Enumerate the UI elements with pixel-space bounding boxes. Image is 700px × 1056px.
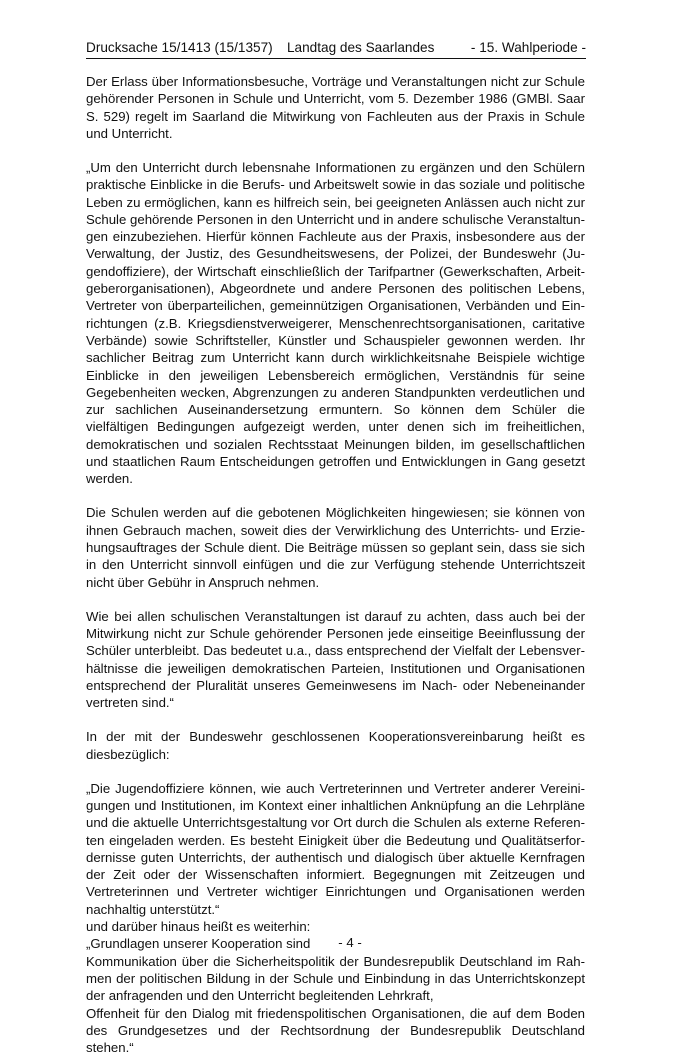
paragraph-erlass-quote: „Um den Unterricht durch lebensnahe Informationen zu ergänzen und den Schülern praktische Einblicke in die Berufs- und Arbeitswelt sowie in das soziale und politische Leben zu ermöglichen, kann es hilfreich sein, bei geeigneten Anlässen auch nicht zur Schule gehörende Personen in den Unterricht und in andere schulische Veranstaltungen einzubeziehen. Hierfür können Fachleute aus der Praxis, insbesondere aus der Verwaltung, der Justiz, des Gesundheitswesens, der Polizei, der Bundeswehr (Jugendoffiziere), der Wirtschaft einschließlich der Tarifpartner (Gewerkschaften, Arbeitgeberorganisationen), Abgeordnete und andere Personen des politischen Lebens, Vertreter von überparteilichen, gemeinnützigen Organisationen, Verbänden und Einrichtungen (z.B. Kriegsdienstverweigerer, Menschenrechtsorganisationen, caritative Verbände) sowie Schriftsteller, Künstler und Schauspieler gewonnen werden. Ihr sachlicher Beitrag zum Unterricht kann durch wirklichkeitsnahe Beispiele wichtige Einblicke in den jeweiligen Lebensbereich ermöglichen, Verständnis für seine Gegebenheiten wecken, Abgrenzungen zu anderen Standpunkten verdeutlichen und zur sachlichen Auseinandersetzung ermuntern. So können dem Schüler die vielfältigen Bedingungen aufgezeigt werden, unter denen sich im freiheitlichen, demokratischen und sozialen Rechtsstaat Meinungen bilden, im gesellschaftlichen und staatlichen Raum Entscheidungen getroffen und Entwicklungen in Gang gesetzt werden. xyxy=(86,159,585,487)
paragraph-offenheit: Offenheit für den Dialog mit friedenspolitischen Organisationen, die auf dem Boden des Grundgesetzes und der Rechtsordnung der Bundesrepublik Deutschland stehen.“ xyxy=(86,1005,585,1056)
paragraph-erlass-intro: Der Erlass über Informationsbesuche, Vorträge und Veranstaltungen nicht zur Schule gehörender Personen in Schule und Unterricht, vom 5. Dezember 1986 (GMBl. Saar S. 529) regelt im Saarland die Mitwirkung von Fachleuten aus der Praxis in Schule und Unterricht. xyxy=(86,74,585,141)
header-legislative-period: - 15. Wahlperiode - xyxy=(470,40,586,55)
paragraph-einseitige-beeinflussung: Wie bei allen schulischen Veranstaltungen ist darauf zu achten, dass auch bei der Mitwirkung nicht zur Schule gehörender Personen jede einseitige Beeinflussung der Schüler unterbleibt. Das bedeutet u.a., dass entsprechend der Vielfalt der Lebensverhältnisse die jeweiligen demokratischen Parteien, Institutionen und Organisationen entsprechend der Pluralität unseres Gemeinwesens im Nach- oder Nebeneinander vertreten sind.“ xyxy=(86,608,585,711)
paragraph-grundlagen-heading: „Grundlagen unserer Kooperation sind xyxy=(86,936,311,952)
paragraph-kommunikation: Kommunikation über die Sicherheitspolitik der Bundesrepublik Deutschland im Rahmen der politischen Bildung in der Schule und Einbindung in das Unterrichtskonzept der anfragenden und den Unterricht begleitenden Lehrkraft, xyxy=(86,953,585,1004)
document-body xyxy=(86,73,585,1056)
paragraph-jugendoffiziere-quote: „Die Jugendoffiziere können, wie auch Vertreterinnen und Vertreter anderer Vereinigungen und Institutionen, im Kontext einer inhaltlichen Anknüpfung an die Lehrpläne und die aktuelle Unterrichtsgestaltung vor Ort durch die Schulen als externe Referenten eingeladen werden. Es besteht Einigkeit über die Bedeutung und Qualitätserfordernisse guten Unterrichts, der authentisch und dialogisch über aktuelle Kernfragen der Zeit oder der Wissenschaften informiert. Begegnungen mit Zeitzeugen und Vertreterinnen und Vertreter wichtiger Einrichtungen und Organisationen werden nachhaltig unterstützt.“ xyxy=(86,780,585,917)
header-document-number: Drucksache 15/1413 (15/1357) xyxy=(86,40,273,55)
header-parliament-name: Landtag des Saarlandes xyxy=(287,40,435,55)
paragraph-weiterhin: und darüber hinaus heißt es weiterhin: xyxy=(86,919,311,935)
paragraph-schulen-hinweis: Die Schulen werden auf die gebotenen Möglichkeiten hingewiesen; sie können von ihnen Gebrauch machen, soweit dies der Verwirklichung des Unterrichts- und Erziehungsauftrages der Schule dient. Die Beiträge müssen so geplant sein, dass sie sich in den Unterricht sinnvoll einfügen und die zur Verfügung stehende Unterrichtszeit nicht über Gebühr in Anspruch nehmen. xyxy=(86,505,585,590)
page-header xyxy=(86,38,586,59)
paragraph-kooperationsvereinbarung-intro: In der mit der Bundeswehr geschlossenen Kooperationsvereinbarung heißt es diesbezüglich: xyxy=(86,729,585,762)
page-number: - 4 - xyxy=(338,935,362,950)
